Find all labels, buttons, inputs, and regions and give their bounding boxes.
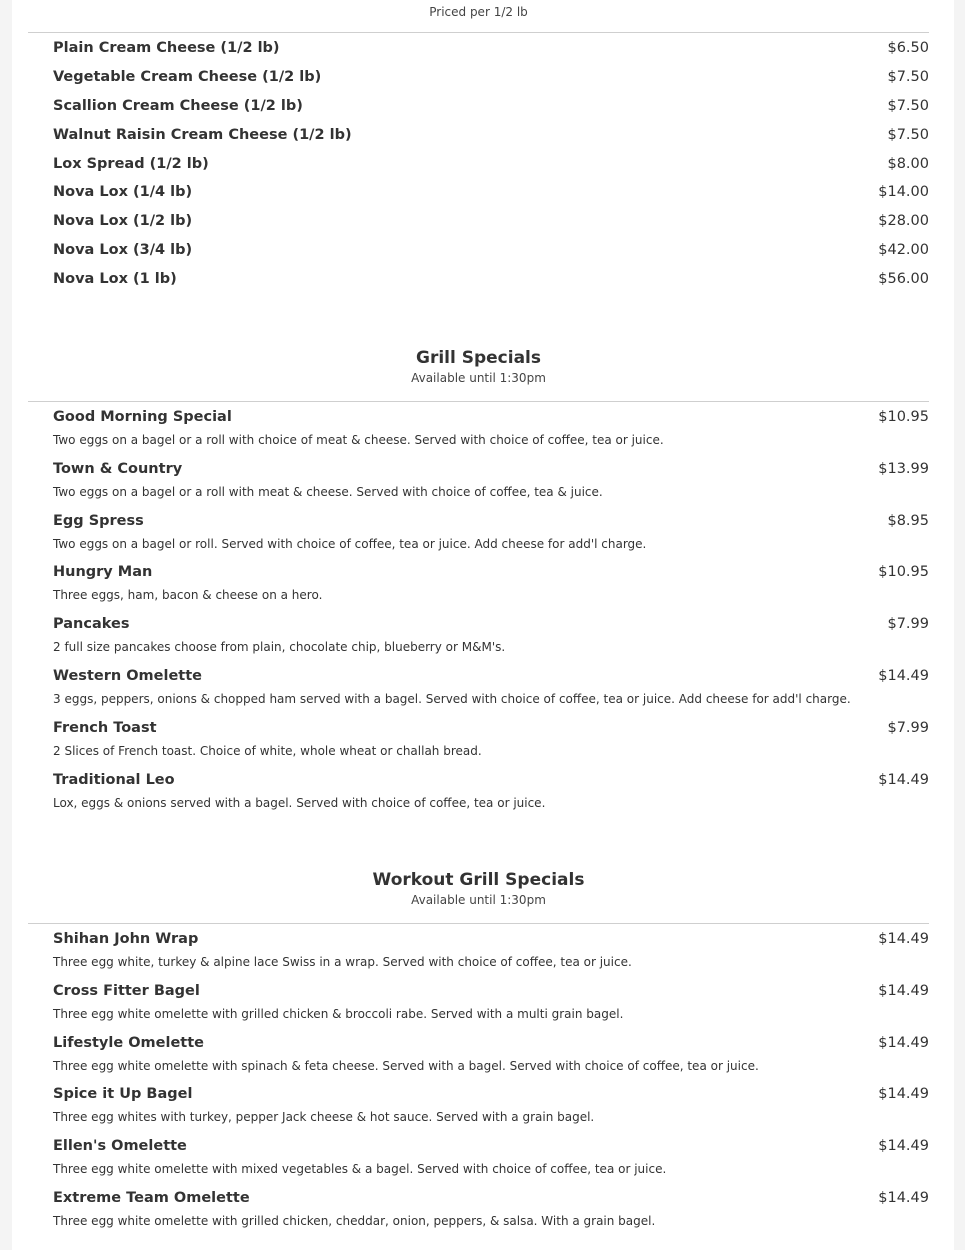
menu-item-price: $10.95 [878,409,929,425]
item-list [53,928,929,1239]
menu-item-name: Western Omelette [53,667,203,684]
section-header [28,4,929,20]
menu-item-name: Good Morning Special [53,409,232,425]
menu-item-description: Two eggs on a bagel or a roll with choice of meat & cheese. Served with choice of coffee, tea or juice. [53,433,664,447]
menu-item-name: Pancakes [53,616,130,633]
menu-item-row [53,178,929,207]
menu-item-price: $10.95 [878,564,929,581]
menu-item[interactable] [53,510,929,562]
menu-item-row [53,121,929,150]
menu-item-row [53,561,929,583]
menu-item[interactable] [53,665,929,717]
menu-item-name: Traditional Leo [53,771,175,788]
menu-item-row [53,92,929,121]
section-workout-grill-specials [28,868,929,908]
section-grill-specials [28,346,929,386]
menu-item-name: French Toast [53,719,157,736]
menu-item[interactable] [53,207,929,236]
menu-item[interactable] [53,928,929,980]
menu-item[interactable] [53,1135,929,1187]
menu-item[interactable] [53,1187,929,1239]
menu-item-price: $14.49 [878,982,929,999]
menu-item-price: $14.49 [878,931,929,947]
menu-item-price: $14.49 [878,1189,929,1206]
menu-item-name: Hungry Man [53,564,153,581]
menu-item-name: Walnut Raisin Cream Cheese (1/2 lb) [53,126,352,143]
menu-page [12,0,954,1250]
menu-item-name: Nova Lox (1 lb) [53,271,177,288]
menu-item-description: Three egg white omelette with mixed vegetables & a bagel. Served with choice of coffee, tea or juice. [53,1162,667,1177]
section-divider [28,32,929,33]
menu-item-row [53,1187,929,1209]
menu-item[interactable] [53,406,929,458]
menu-item-name: Town & Country [53,460,183,477]
menu-item-row [53,265,929,294]
menu-item-description: Two eggs on a bagel or a roll with meat & cheese. Served with choice of coffee, tea & juice. [53,484,603,499]
menu-item-price: $7.50 [887,126,929,143]
section-header [28,868,929,908]
menu-item-name: Shihan John Wrap [53,931,199,947]
menu-item-price: $6.50 [887,40,929,56]
menu-item-name: Extreme Team Omelette [53,1189,250,1206]
menu-item-name: Scallion Cream Cheese (1/2 lb) [53,97,303,114]
menu-item-description: Three egg white, turkey & alpine lace Swiss in a wrap. Served with choice of coffee, tea or juice. [53,955,632,969]
menu-item-row [53,1032,929,1054]
section-subtitle: Available until 1:30pm [411,893,546,907]
menu-item-name: Nova Lox (3/4 lb) [53,242,193,259]
menu-item-name: Nova Lox (1/2 lb) [53,213,193,230]
section-subtitle: Available until 1:30pm [411,371,546,385]
menu-item-price: $13.99 [878,460,929,477]
menu-item-description: 3 eggs, peppers, onions & chopped ham served with a bagel. Served with choice of coffee, tea or juice. Add cheese for add'l charge. [53,691,851,706]
menu-item-price: $28.00 [878,213,929,230]
menu-item-row [53,510,929,532]
menu-item-name: Cross Fitter Bagel [53,982,200,999]
section-workout-grill-specials-items [28,928,929,1239]
menu-item-description: Two eggs on a bagel or roll. Served with choice of coffee, tea or juice. Add cheese for add'l charge. [53,536,647,551]
section-header [28,346,929,386]
section-subtitle: Priced per 1/2 lb [429,5,528,19]
menu-item-price: $7.99 [887,719,929,736]
menu-item[interactable] [53,121,929,150]
menu-item-description: 2 Slices of French toast. Choice of white, whole wheat or challah bread. [53,743,482,758]
menu-item[interactable] [53,769,929,821]
menu-item-description: Lox, eggs & onions served with a bagel. Served with choice of coffee, tea or juice. [53,795,546,810]
menu-item[interactable] [53,178,929,207]
menu-item-description: Three egg white omelette with grilled chicken, cheddar, onion, peppers, & salsa. With a grain bagel. [53,1213,656,1228]
menu-item-price: $8.00 [887,155,929,172]
menu-item-description: 2 full size pancakes choose from plain, chocolate chip, blueberry or M&M's. [53,640,506,655]
menu-item-name: Lox Spread (1/2 lb) [53,155,209,172]
menu-item-name: Lifestyle Omelette [53,1034,204,1051]
menu-item-description: Three egg white omelette with grilled chicken & broccoli rabe. Served with a multi grain bagel. [53,1006,624,1021]
section-title: Grill Specials [415,348,541,368]
section-grill-specials-items [28,406,929,820]
menu-item-name: Egg Spress [53,512,144,529]
menu-item-row [53,458,929,480]
menu-item-row [53,150,929,179]
menu-item-description: Three eggs, ham, bacon & cheese on a hero. [53,588,323,603]
menu-item-name: Nova Lox (1/4 lb) [53,184,193,201]
menu-item-row [53,406,929,428]
menu-item-price: $56.00 [878,271,929,288]
section-divider [28,923,929,924]
menu-item-price: $14.49 [878,1034,929,1051]
section-spreads-items [28,34,929,294]
menu-item-price: $14.49 [878,771,929,788]
menu-item-row [53,613,929,635]
menu-item[interactable] [53,34,929,63]
item-list [53,34,929,294]
menu-item-row [53,207,929,236]
menu-item-price: $14.00 [878,184,929,201]
menu-item-price: $7.50 [887,97,929,114]
menu-item-row [53,34,929,63]
menu-item-row [53,1083,929,1105]
menu-item[interactable] [53,265,929,294]
menu-item[interactable] [53,1032,929,1084]
section-spreads [28,4,929,20]
menu-item-price: $14.49 [878,667,929,684]
menu-item-row [53,665,929,687]
menu-item[interactable] [53,458,929,510]
menu-item[interactable] [53,980,929,1032]
menu-item-description: Three egg white omelette with spinach & feta cheese. Served with a bagel. Served with choice of coffee, tea or juice. [53,1058,759,1073]
menu-item-price: $42.00 [878,242,929,259]
menu-item-row [53,717,929,739]
menu-item-row [53,63,929,92]
menu-item-description: Three egg whites with turkey, pepper Jack cheese & hot sauce. Served with a grain bagel. [53,1110,595,1125]
menu-item-name: Ellen's Omelette [53,1138,187,1155]
menu-item-price: $14.49 [878,1138,929,1155]
menu-item-name: Spice it Up Bagel [53,1086,193,1103]
menu-item-row [53,980,929,1002]
item-list [53,406,929,820]
menu-item[interactable] [53,717,929,769]
menu-item-name: Vegetable Cream Cheese (1/2 lb) [53,68,322,85]
menu-item[interactable] [53,236,929,265]
menu-item-price: $8.95 [887,512,929,529]
section-divider [28,401,929,402]
menu-item[interactable] [53,613,929,665]
menu-item-row [53,236,929,265]
menu-item[interactable] [53,561,929,613]
menu-item-name: Plain Cream Cheese (1/2 lb) [53,40,280,56]
menu-item[interactable] [53,92,929,121]
menu-item-row [53,1135,929,1157]
menu-item-price: $14.49 [878,1086,929,1103]
menu-item-row [53,769,929,791]
menu-item[interactable] [53,63,929,92]
section-title: Workout Grill Specials [372,870,585,890]
menu-item[interactable] [53,150,929,179]
menu-item[interactable] [53,1083,929,1135]
menu-item-row [53,928,929,950]
menu-item-price: $7.99 [887,616,929,633]
menu-item-price: $7.50 [887,68,929,85]
